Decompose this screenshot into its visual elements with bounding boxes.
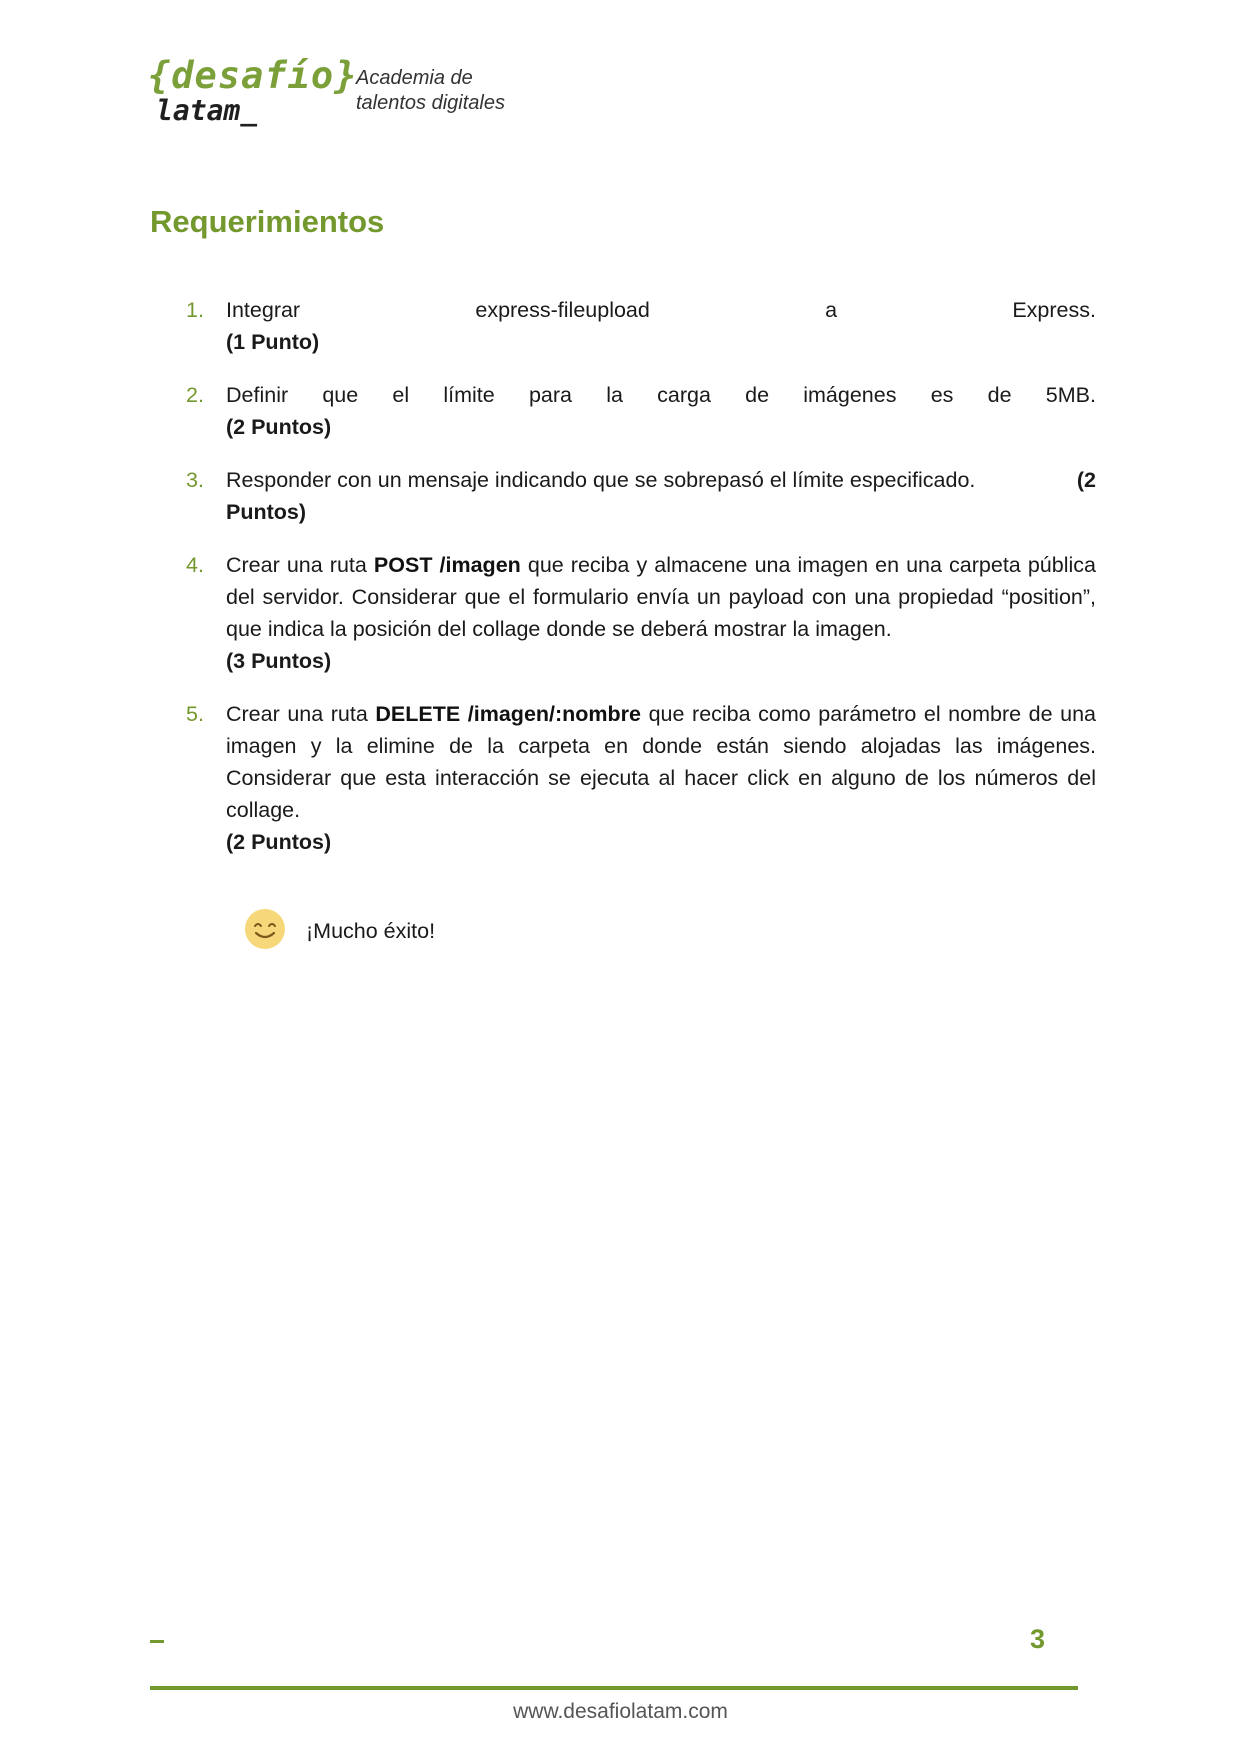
item-word: a	[825, 298, 838, 322]
item-text-post: que reciba como parámetro el nombre de una imagen y la elimine de la carpeta en donde están siendo alojadas las imágenes. Considerar que esta interacción se ejecuta al hacer click en alguno de los números del collage.	[226, 702, 1096, 822]
item-number: 2.	[186, 383, 204, 407]
item-word: Definir	[226, 383, 289, 407]
route-delete-imagen: DELETE /imagen/:nombre	[375, 702, 642, 726]
logo-main-text: {desafío}	[148, 54, 358, 97]
requirement-item-4	[186, 549, 1096, 677]
item-word: el	[392, 383, 410, 407]
requirement-item-1	[186, 294, 1096, 358]
requirement-item-2	[186, 379, 1096, 443]
closing-message	[244, 908, 435, 955]
item-points: (1 Punto)	[226, 330, 320, 354]
item-word: de	[987, 383, 1012, 407]
tagline	[356, 66, 505, 116]
item-word: carga	[657, 383, 711, 407]
item-number: 1.	[186, 298, 204, 322]
item-points-start: (2	[1076, 468, 1096, 492]
item-word: es	[930, 383, 954, 407]
tagline-line-1: Academia de	[356, 67, 473, 89]
item-word: 5MB.	[1045, 383, 1096, 407]
item-text-pre: Crear una ruta	[226, 553, 367, 577]
section-title: Requerimientos	[150, 204, 385, 239]
requirements-list	[186, 294, 1096, 879]
footer-underscore	[150, 1640, 164, 1643]
logo	[148, 56, 357, 126]
route-post-imagen: POST /imagen	[373, 553, 521, 577]
item-word: imágenes	[803, 383, 897, 407]
requirement-item-3	[186, 464, 1096, 528]
item-points: (2 Puntos)	[226, 415, 332, 439]
item-word: Express.	[1012, 298, 1096, 322]
item-text-post: que reciba y almacene una imagen en una carpeta pública del servidor. Considerar que el formulario envía un payload con una propiedad “position”, que indica la posición del collage donde se deberá mostrar la imagen.	[226, 553, 1096, 641]
item-points: (3 Puntos)	[226, 649, 332, 673]
item-word: Integrar	[226, 298, 301, 322]
item-number: 4.	[186, 553, 204, 577]
item-number: 3.	[186, 468, 204, 492]
tagline-line-2: talentos digitales	[356, 92, 505, 114]
item-text: Responder con un mensaje indicando que se sobrepasó el límite especificado.	[226, 468, 976, 492]
item-word: límite	[443, 383, 495, 407]
logo-sub-text: latam_	[156, 94, 258, 127]
item-word: para	[528, 383, 572, 407]
item-word: que	[322, 383, 359, 407]
item-words	[226, 379, 1096, 411]
item-body	[226, 549, 1096, 645]
item-word: express-fileupload	[475, 298, 650, 322]
item-word: la	[606, 383, 623, 407]
smiley-icon	[244, 908, 286, 955]
item-number: 5.	[186, 702, 204, 726]
item-text-pre: Crear una ruta	[226, 702, 368, 726]
footer-divider	[150, 1686, 1078, 1690]
footer-url: www.desafiolatam.com	[513, 1700, 728, 1723]
item-points: (2 Puntos)	[226, 830, 332, 854]
page-number: 3	[1030, 1624, 1046, 1654]
item-points-end: Puntos)	[226, 500, 307, 524]
item-word: de	[745, 383, 770, 407]
item-body	[226, 698, 1096, 826]
requirement-item-5	[186, 698, 1096, 858]
closing-text: ¡Mucho éxito!	[306, 919, 436, 943]
